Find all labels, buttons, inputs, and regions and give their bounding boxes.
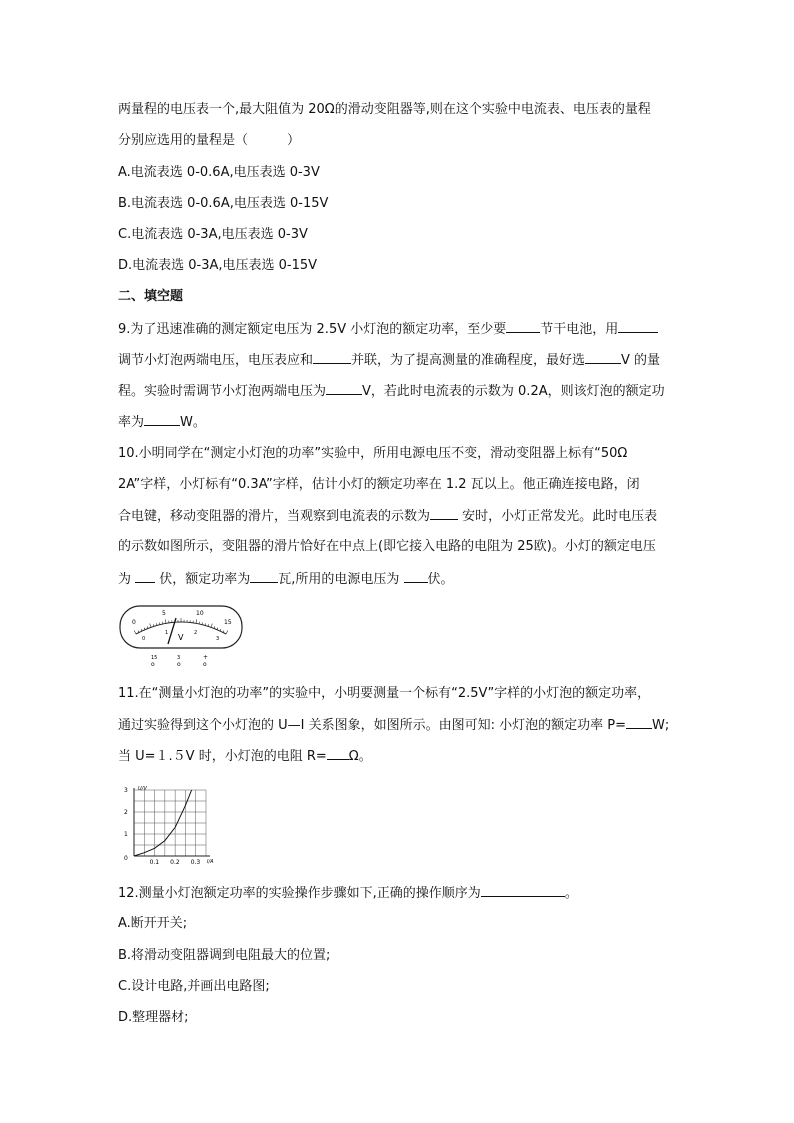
- section-title: 二、填空题: [118, 289, 184, 304]
- answer-blank: [618, 319, 658, 333]
- scale-bottom-3: 3: [216, 636, 220, 642]
- answer-blank: [430, 506, 458, 520]
- q11-line-2: [118, 715, 669, 736]
- q12-line-1: [118, 883, 578, 904]
- q9-text: 调节小灯泡两端电压，电压表应和: [118, 353, 314, 368]
- terminal-label-15: 15: [151, 655, 158, 661]
- voltmeter-figure: [118, 604, 246, 668]
- q9-line-2: [118, 350, 660, 371]
- q8-option-b: B.电流表选 0-0.6A,电压表选 0-15V: [118, 196, 329, 211]
- answer-blank: [313, 350, 351, 364]
- q9-text: 9.为了迅速准确的测定额定电压为 2.5V 小灯泡的额定功率，至少要: [118, 322, 507, 337]
- terminal-3: o: [177, 661, 181, 668]
- terminal-15: o: [151, 661, 155, 668]
- q10-line-3: [118, 506, 657, 527]
- voltmeter-unit: V: [178, 633, 184, 642]
- scale-bottom-2: 2: [194, 630, 198, 636]
- origin-label: 0: [124, 855, 128, 862]
- answer-blank: [135, 569, 155, 583]
- q11-text: Ω。: [348, 749, 372, 764]
- q9-text: 率为: [118, 415, 145, 430]
- scale-top-10: 10: [196, 610, 204, 617]
- scale-bottom-1: 1: [165, 630, 169, 636]
- x-tick-label: 0.2: [170, 859, 180, 864]
- terminal-plus: o: [203, 661, 207, 668]
- answer-blank: [626, 715, 652, 729]
- scale-bottom-0: 0: [142, 636, 146, 642]
- q8-text-line-2: 分别应选用的量程是（ ）: [118, 133, 301, 148]
- q9-text: V，若此时电流表的示数为 0.2A，则该灯泡的额定功: [362, 384, 665, 399]
- y-tick-label: 1: [124, 831, 128, 838]
- x-axis-label: I/A: [207, 859, 214, 864]
- answer-blank: [250, 569, 278, 583]
- q9-line-4: [118, 412, 206, 433]
- chart-grid: [134, 790, 206, 856]
- q10-text: 伏。: [427, 572, 454, 587]
- q9-line-3: [118, 381, 665, 402]
- q11-line-3: [118, 746, 372, 767]
- y-tick-label: 3: [124, 787, 128, 794]
- q11-line-1: 11.在“测量小灯泡的功率”的实验中，小明要测量一个标有“2.5V”字样的小灯泡的额定功率，: [118, 686, 651, 701]
- y-tick-label: 2: [124, 809, 128, 816]
- q10-text: 安时，小灯正常发光。此时电压表: [458, 509, 658, 524]
- scale-top-0: 0: [132, 619, 136, 626]
- q9-text: 程。实验时需调节小灯泡两端电压为: [118, 384, 327, 399]
- q8-option-c: C.电流表选 0-3A,电压表选 0-3V: [118, 227, 308, 242]
- q10-line-2: 2A”字样，小灯标有“0.3A”字样，估计小灯的额定功率在 1.2 瓦以上。他正确连接电路，闭: [118, 477, 640, 492]
- q11-text: W;: [652, 718, 670, 733]
- q9-text: W。: [180, 415, 206, 430]
- q11-text: 通过实验得到这个小灯泡的 U—I 关系图象，如图所示。由图可知: 小灯泡的额定功率 P=: [118, 718, 626, 733]
- terminal-label-3: 3: [177, 655, 181, 661]
- q12-step-b: B.将滑动变阻器调到电阻最大的位置;: [118, 948, 331, 963]
- q10-line-4: 的示数如图所示，变阻器的滑片恰好在中点上(即它接入电路的电阻为 25欧)。小灯的额定电压: [118, 539, 656, 554]
- q10-text: 为: [118, 572, 136, 587]
- q8-option-a: A.电流表选 0-0.6A,电压表选 0-3V: [118, 165, 320, 180]
- q12-text: 12.测量小灯泡额定功率的实验操作步骤如下,正确的操作顺序为: [118, 886, 481, 901]
- q9-text: 并联，为了提高测量的准确程度，最好选: [351, 353, 586, 368]
- u-i-chart: [114, 782, 222, 864]
- q9-line-1: [118, 319, 658, 340]
- answer-blank: [144, 412, 180, 426]
- q10-text: 瓦,所用的电源电压为: [278, 572, 404, 587]
- q11-text: 当 U=１.５V 时，小灯泡的电阻 R=: [118, 749, 327, 764]
- q10-line-5: [118, 569, 454, 590]
- terminal-label-plus: +: [203, 654, 209, 661]
- y-axis-label: U/V: [138, 786, 147, 792]
- q12-step-d: D.整理器材;: [118, 1010, 189, 1025]
- q9-text: V 的量: [621, 353, 661, 368]
- x-tick-label: 0.1: [149, 859, 160, 864]
- answer-blank: [404, 569, 428, 583]
- q8-option-d: D.电流表选 0-3A,电压表选 0-15V: [118, 258, 318, 273]
- q8-text-line-1: 两量程的电压表一个,最大阻值为 20Ω的滑动变阻器等,则在这个实验中电流表、电压表的量程: [118, 102, 651, 117]
- scale-top-15: 15: [224, 619, 232, 626]
- q12-text: 。: [564, 886, 578, 901]
- answer-blank: [585, 350, 621, 364]
- scale-top-5: 5: [162, 610, 166, 617]
- answer-blank: [326, 381, 362, 395]
- answer-blank: [481, 883, 565, 897]
- answer-blank: [327, 746, 349, 760]
- q10-line-1: 10.小明同学在“测定小灯泡的功率”实验中，所用电源电压不变，滑动变阻器上标有“50Ω: [118, 446, 628, 461]
- q12-step-a: A.断开开关;: [118, 916, 188, 931]
- q10-text: 伏，额定功率为: [155, 572, 251, 587]
- q10-text: 合电键，移动变阻器的滑片，当观察到电流表的示数为: [118, 509, 431, 524]
- x-tick-label: 0.3: [190, 859, 201, 864]
- answer-blank: [506, 319, 540, 333]
- q9-text: 节干电池，用: [540, 322, 619, 337]
- q12-step-c: C.设计电路,并画出电路图;: [118, 979, 270, 994]
